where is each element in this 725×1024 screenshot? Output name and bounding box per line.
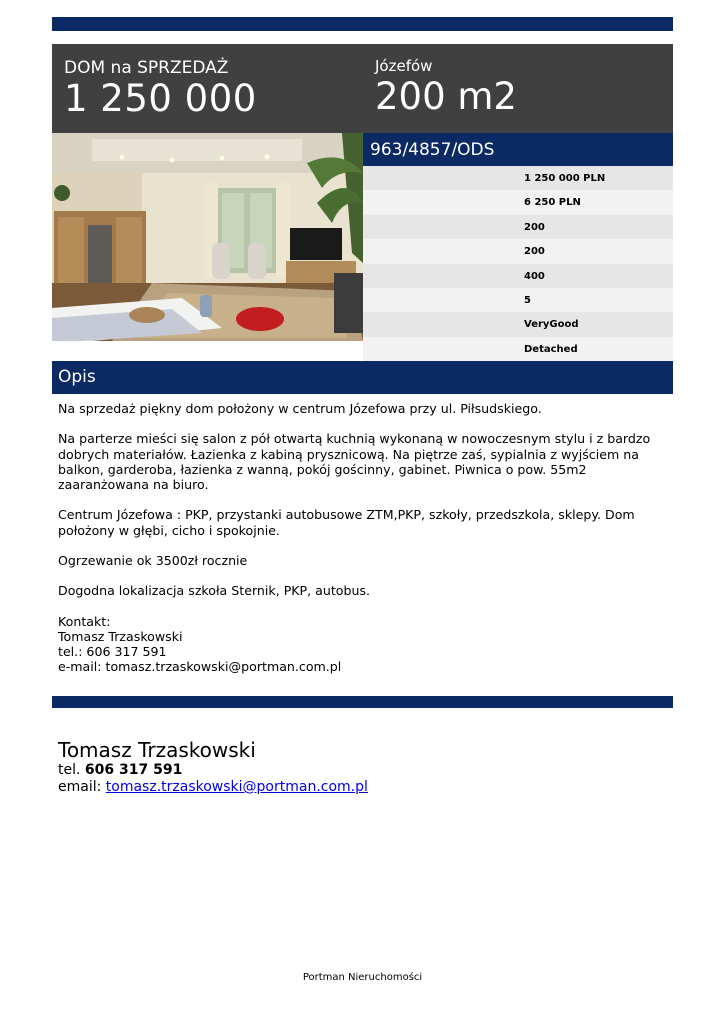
property-photo: [52, 133, 363, 341]
contact-name: Tomasz Trzaskowski: [58, 628, 183, 644]
agent-phone-line: [58, 762, 368, 779]
description-paragraph: Centrum Józefowa : PKP, przystanki autobusowe ZTM,PKP, szkoły, przedszkola, sklepy. Dom położony w głębi, cicho i spokojnie.: [58, 507, 635, 538]
listing-type: DOM na SPRZEDAŻ: [64, 58, 229, 78]
agent-email-label: email:: [58, 779, 102, 795]
description-paragraph: Dogodna lokalizacja szkoła Sternik, PKP, autobus.: [58, 583, 371, 599]
detail-row: 1 250 000 PLN: [363, 166, 673, 190]
description-body: [58, 401, 670, 675]
detail-row: Detached: [363, 337, 673, 361]
listing-header: [52, 44, 673, 133]
listing-details-table: [363, 166, 673, 361]
agent-email-link[interactable]: tomasz.trzaskowski@portman.com.pl: [105, 779, 368, 795]
contact-phone: tel.: 606 317 591: [58, 644, 167, 660]
detail-row: 400: [363, 264, 673, 288]
description-contact: [58, 614, 670, 675]
top-accent-bar: [52, 17, 673, 31]
description-paragraph: Na sprzedaż piękny dom położony w centrum Józefowa przy ul. Piłsudskiego.: [58, 401, 542, 416]
footer-company: Portman Nieruchomości: [302, 972, 423, 983]
contact-label: Kontakt:: [58, 613, 111, 629]
agent-phone-label: tel.: [58, 762, 81, 778]
detail-row: 200: [363, 215, 673, 239]
description-paragraph: Ogrzewanie ok 3500zł rocznie: [58, 552, 248, 568]
description-heading: Opis: [52, 361, 673, 394]
agent-name: Tomasz Trzaskowski: [58, 738, 256, 762]
detail-row: 5: [363, 288, 673, 312]
detail-row: VeryGood: [363, 312, 673, 336]
agent-card: [58, 738, 368, 796]
bottom-accent-bar: [52, 696, 673, 708]
contact-email: e-mail: tomasz.trzaskowski@portman.com.pl: [58, 659, 342, 675]
detail-row: 6 250 PLN: [363, 190, 673, 214]
listing-reference: 963/4857/ODS: [363, 133, 673, 166]
listing-city: Józefów: [375, 57, 433, 75]
listing-area: 200 m2: [375, 75, 517, 118]
agent-email-line: [58, 779, 368, 796]
description-paragraph: Na parterze mieści się salon z pół otwartą kuchnią wykonaną w nowoczesnym stylu i z bardzo dobrych materiałów. Łazienka z kabiną prysznicową. Na piętrze zaś, sypialnia z wyjściem na balkon, garderoba, łazienka z wanną, pokój gościnny, gabinet. Piwnica o pow. 55m2 zaaranżowana na biuro.: [58, 431, 651, 492]
listing-price: 1 250 000: [64, 77, 257, 120]
agent-phone: 606 317 591: [84, 762, 183, 778]
detail-row: 200: [363, 239, 673, 263]
